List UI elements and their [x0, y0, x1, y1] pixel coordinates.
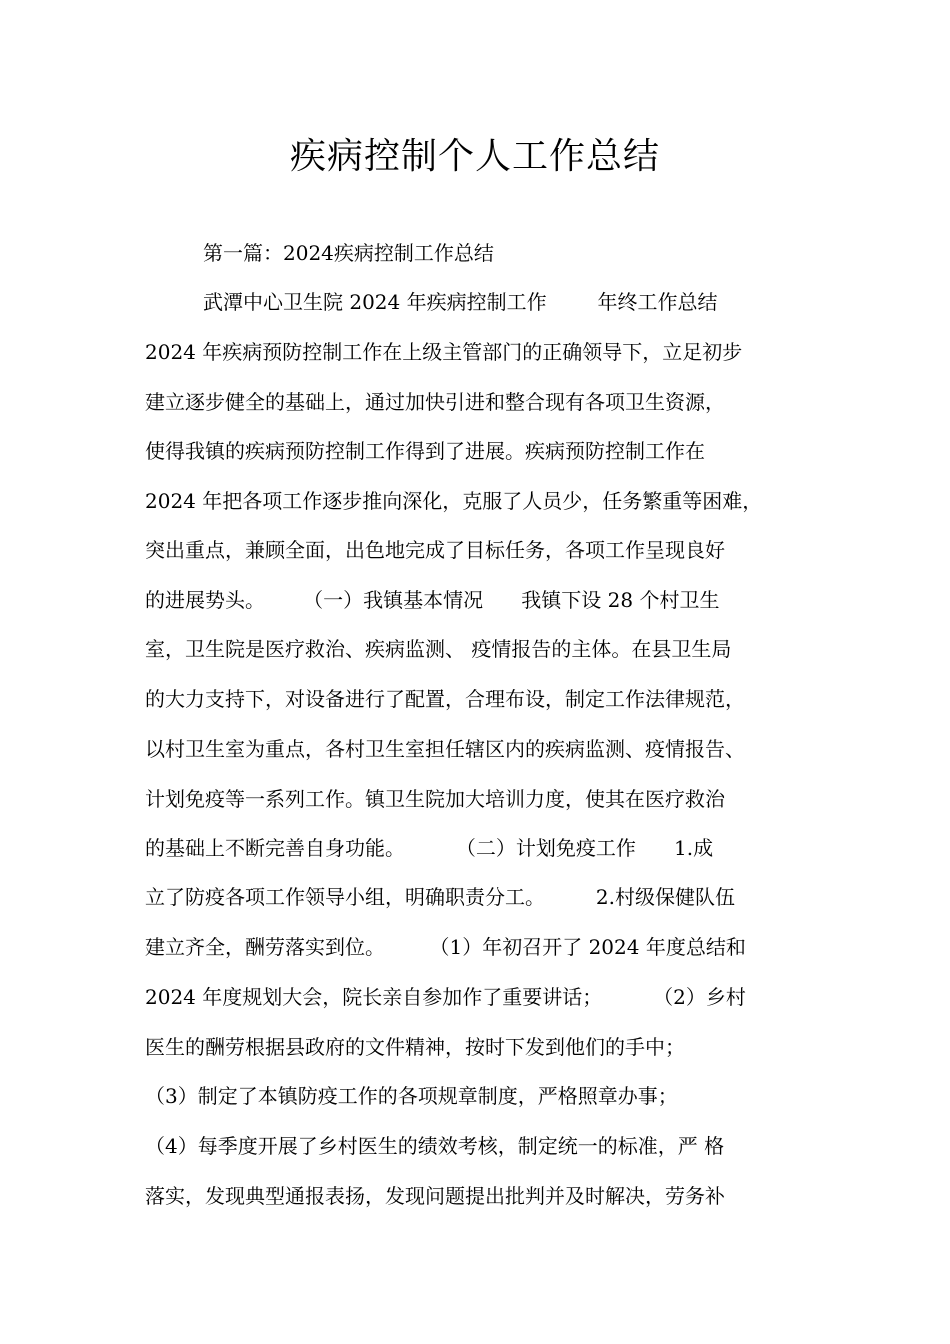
paragraph-line: 武潭中心卫生院 2024 年疾病控制工作 年终工作总结	[203, 290, 718, 314]
paragraph-line: （3）制定了本镇防疫工作的各项规章制度，严格照章办事；	[145, 1084, 678, 1108]
paragraph-line: 的基础上不断完善自身功能。 （二）计划免疫工作 1.成	[145, 836, 714, 860]
paragraph-line: 以村卫生室为重点，各村卫生室担任辖区内的疾病监测、疫情报告、	[145, 737, 745, 761]
paragraph-line: 使得我镇的疾病预防控制工作得到了进展。疾病预防控制工作在	[145, 439, 705, 463]
paragraph-line: 2024 年疾病预防控制工作在上级主管部门的正确领导下，立足初步	[145, 340, 743, 364]
paragraph-line: 计划免疫等一系列工作。镇卫生院加大培训力度，使其在医疗救治	[145, 787, 725, 811]
paragraph-line: （4）每季度开展了乡村医生的绩效考核，制定统一的标准，严 格	[145, 1134, 725, 1158]
paragraph-line: 建立逐步健全的基础上，通过加快引进和整合现有各项卫生资源，	[145, 390, 725, 414]
paragraph-line: 2024 年度规划大会，院长亲自参加作了重要讲话； （2）乡村	[145, 985, 746, 1009]
section-heading: 第一篇：2024疾病控制工作总结	[203, 241, 494, 265]
paragraph-line: 落实，发现典型通报表扬，发现问题提出批判并及时解决，劳务补	[145, 1184, 725, 1208]
page-title: 疾病控制个人工作总结	[289, 136, 660, 177]
paragraph-line: 室，卫生院是医疗救治、疾病监测、 疫情报告的主体。在县卫生局	[145, 637, 732, 661]
paragraph-line: 立了防疫各项工作领导小组，明确职责分工。 2.村级保健队伍	[145, 885, 735, 909]
paragraph-line: 医生的酬劳根据县政府的文件精神，按时下发到他们的手中；	[145, 1035, 685, 1059]
paragraph-line: 2024 年把各项工作逐步推向深化，克服了人员少，任务繁重等困难，	[145, 489, 763, 513]
paragraph-line: 突出重点，兼顾全面，出色地完成了目标任务，各项工作呈现良好	[145, 538, 725, 562]
paragraph-line: 的进展势头。 （一）我镇基本情况 我镇下设 28 个村卫生	[145, 588, 720, 612]
paragraph-line: 的大力支持下，对设备进行了配置，合理布设，制定工作法律规范，	[145, 687, 745, 711]
paragraph-line: 建立齐全，酬劳落实到位。 （1）年初召开了 2024 年度总结和	[145, 935, 746, 959]
